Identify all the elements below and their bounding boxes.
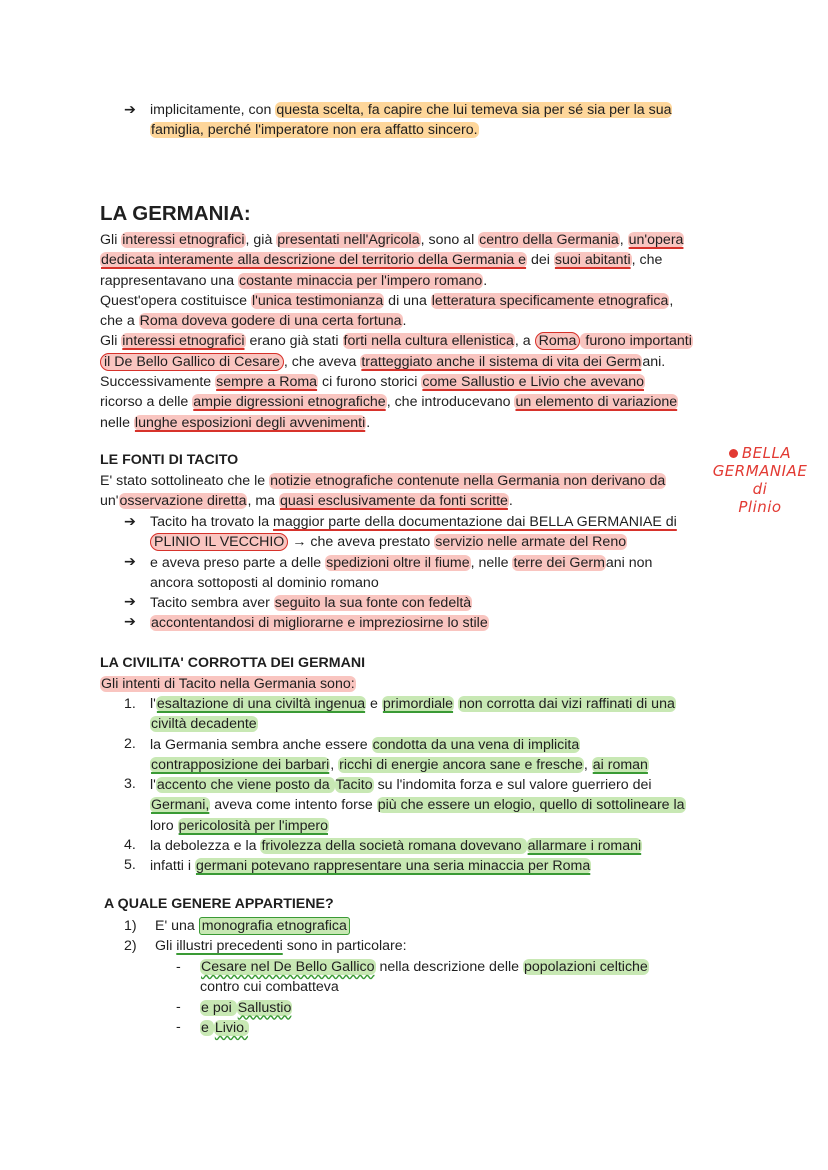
intro-highlight: questa scelta, fa capire che lui temeva sia per sé sia per la sua xyxy=(276,102,672,118)
section-title-civilta: LA CIVILITA' CORROTTA DEI GERMANI xyxy=(100,655,366,671)
genere-sublist: Cesare nel De Bello Gallico nella descrizione delle popolazioni celtiche contro cui combatteva e poi Sallustio e Livio. xyxy=(200,959,648,1036)
bullet-arrow: ➔ xyxy=(124,614,136,630)
list-number: 2. xyxy=(124,736,136,752)
bullet-arrow: ➔ xyxy=(124,102,136,118)
bullet-arrow: ➔ xyxy=(124,554,136,570)
list-number: 4. xyxy=(124,837,136,853)
list-number: 1. xyxy=(124,696,136,712)
section-title-fonti: LE FONTI DI TACITO xyxy=(100,452,239,468)
list-number: 1) xyxy=(124,918,137,934)
list-dash: - xyxy=(176,999,181,1015)
fonti-bullets: Tacito ha trovato la maggior parte della documentazione dai BELLA GERMANIAE di PLINIO IL VECCHIO → che aveva prestato servizio nelle armate del Reno e aveva preso parte a delle spedizioni oltre il fiume, nelle terre dei Germani non ancora sottoposti al dominio romano Tacito sembra aver seguito la sua fonte con fedeltà accontentandosi di migliorarne e impreziosirne lo stile xyxy=(150,514,677,632)
note-bullet-icon xyxy=(729,449,738,458)
intro-text: implicitamente, con xyxy=(150,102,276,118)
list-dash: - xyxy=(176,1019,181,1035)
genere-list: E' una monografia etnografica Gli illustri precedenti sono in particolare: xyxy=(155,918,407,955)
germania-paragraph: Gli interessi etnografici, già presentati nell'Agricola, sono al centro della Germania, un'opera dedicata interamente alla descrizione del territorio della Germania e dei suoi abitanti, che rappresentavano una costante minaccia per l'impero romano. Quest'opera costituisce l'unica testimonianza di una letteratura specificamente etnografica, che a Roma doveva godere di una certa fortuna. Gli interessi etnografici erano già stati forti nella cultura ellenistica, a Roma furono importanti il De Bello Gallico di Cesare , che aveva tratteggiato anche il sistema di vita dei Germani. Successivamente sempre a Roma ci furono storici come Sallustio e Livio che avevano ricorso a delle ampie digressioni etnografiche, che introducevano un elemento di variazione nelle lunghe esposizioni degli avvenimenti. xyxy=(100,232,692,431)
intro-paragraph xyxy=(150,100,672,141)
civilta-intro: Gli intenti di Tacito nella Germania sono: xyxy=(101,676,355,692)
intro-highlight: famiglia, perché l'imperatore non era affatto sincero. xyxy=(151,122,478,139)
section-title-genere: A QUALE GENERE APPARTIENE? xyxy=(104,896,334,912)
section-title-germania: LA GERMANIA: xyxy=(100,202,251,225)
list-dash: - xyxy=(176,959,181,975)
list-number: 5. xyxy=(124,857,136,873)
civilta-list: l'esaltazione di una civiltà ingenua e primordiale non corrotta dai vizi raffinati di una civiltà decadente la Germania sembra anche essere condotta da una vena di implicita contrapposizione dei barbari, ricchi di energie ancora sane e fresche, ai roman l'accento che viene posto da Tacito su l'indomita forza e sul valore guerriero dei Germani, aveva come intento forse più che essere un elogio, quello di sottolineare la loro pericolosità per l'impero la debolezza e la frivolezza della società romana dovevano allarmare i romani infatti i germani potevano rappresentare una seria minaccia per Roma xyxy=(150,696,685,875)
bullet-arrow: ➔ xyxy=(124,594,136,610)
list-number: 2) xyxy=(124,938,137,954)
bullet-arrow: ➔ xyxy=(124,514,136,530)
list-number: 3. xyxy=(124,776,136,792)
fonti-paragraph: E' stato sottolineato che le notizie etnografiche contenute nella Germania non derivano da un'osservazione diretta, ma quasi esclusivamente da fonti scritte. xyxy=(100,473,666,510)
handwritten-note: BELLA GERMANIAE di Plinio xyxy=(712,444,808,516)
